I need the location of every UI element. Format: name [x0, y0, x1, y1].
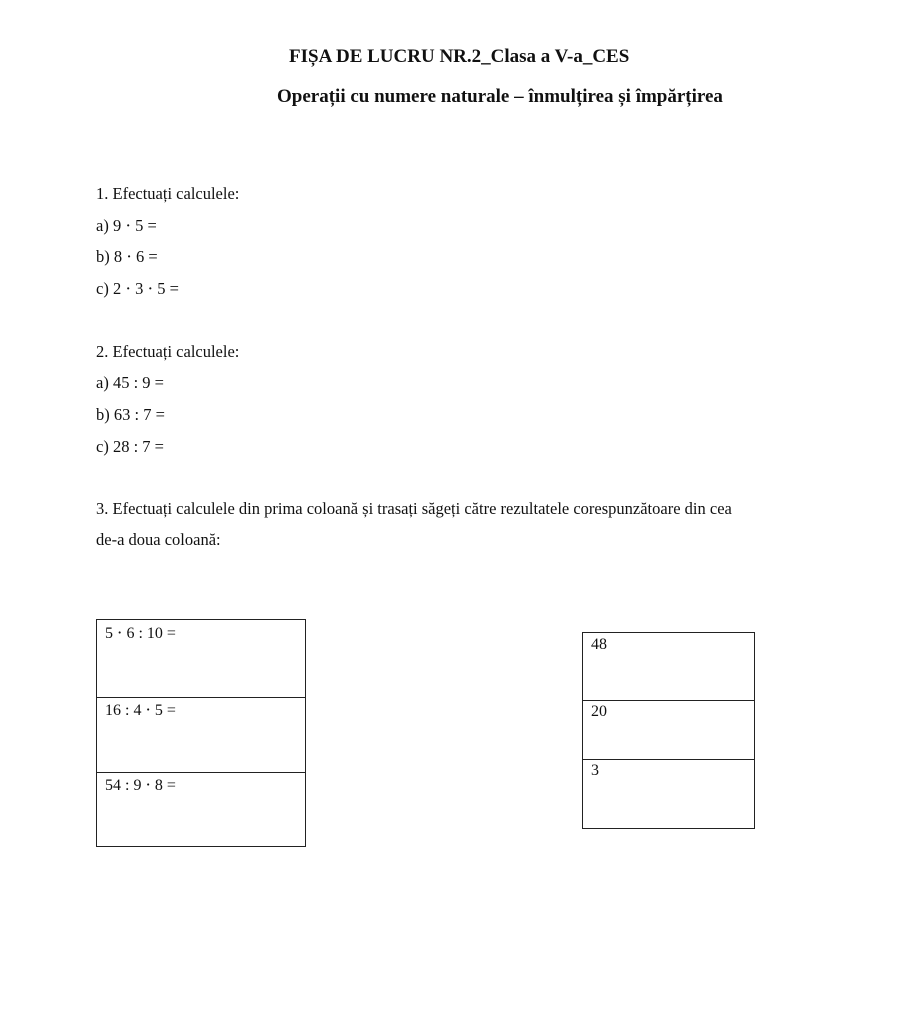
right-cell-1: [583, 633, 754, 701]
exercise-1-item-a: a) 9 ⋅ 5 =: [96, 216, 157, 235]
exercise-2-prompt: 2. Efectuați calculele:: [96, 342, 240, 361]
left-cell-2-text: 16 : 4 ⋅ 5 =: [105, 702, 176, 719]
right-results-table: [582, 632, 755, 829]
exercise-1-item-c: c) 2 ⋅ 3 ⋅ 5 =: [96, 279, 179, 298]
exercise-2-item-a: a) 45 : 9 =: [96, 373, 164, 392]
exercise-1-item-b: b) 8 ⋅ 6 =: [96, 247, 158, 266]
exercise-3-prompt-line-1: 3. Efectuați calculele din prima coloană și trasați săgeți către rezultatele corespunzătoare din cea: [96, 499, 732, 518]
right-cell-3: [583, 759, 754, 828]
worksheet-subtitle: Operații cu numere naturale – înmulțirea și împărțirea: [277, 86, 723, 107]
exercise-2-item-b: b) 63 : 7 =: [96, 405, 165, 424]
left-cell-2: [97, 697, 305, 772]
left-cell-1-text: 5 ⋅ 6 : 10 =: [105, 625, 176, 642]
right-cell-1-text: 48: [591, 636, 607, 653]
worksheet-title: FIȘA DE LUCRU NR.2_Clasa a V-a_CES: [289, 46, 630, 67]
right-cell-2-text: 20: [591, 703, 607, 720]
exercise-2-item-c: c) 28 : 7 =: [96, 437, 164, 456]
right-cell-2: [583, 700, 754, 759]
right-cell-3-text: 3: [591, 762, 599, 779]
exercise-1-prompt: 1. Efectuați calculele:: [96, 184, 240, 203]
left-cell-3-text: 54 : 9 ⋅ 8 =: [105, 777, 176, 794]
left-expressions-table: [96, 619, 306, 847]
left-cell-3: [97, 772, 305, 847]
left-cell-1: [97, 620, 305, 698]
exercise-3-prompt-line-2: de-a doua coloană:: [96, 530, 221, 549]
